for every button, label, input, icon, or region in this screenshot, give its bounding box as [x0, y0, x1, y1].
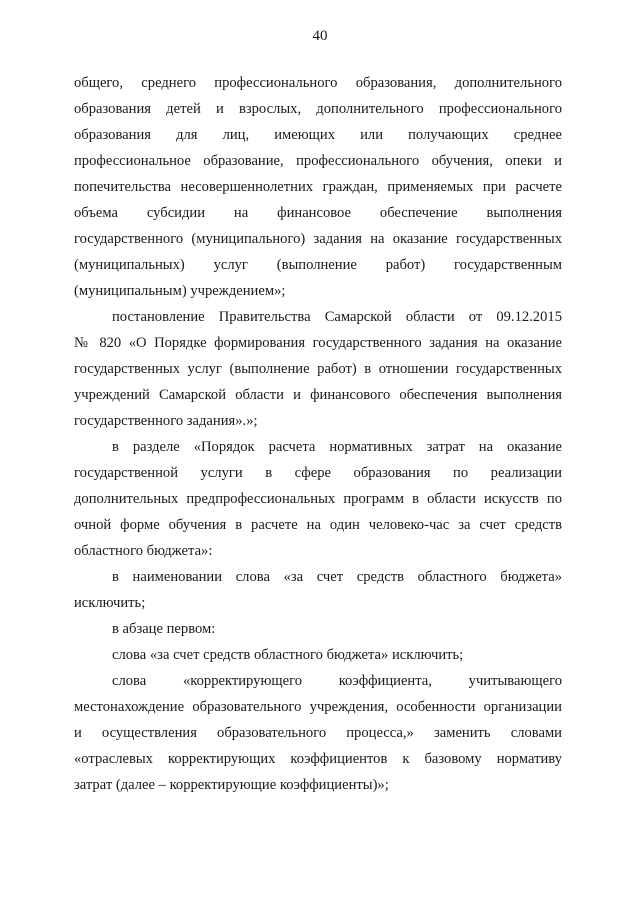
text-line: государственного задания».»;: [74, 413, 258, 429]
text-line: постановление Правительства Самарской области от 09.12.2015: [112, 309, 562, 325]
text-line: учреждений Самарской области и финансового обеспечения выполнения: [74, 387, 562, 403]
text-line: исключить;: [74, 595, 146, 611]
text-line: и осуществления образовательного процесса,» заменить словами: [74, 725, 562, 741]
text-line: очной форме обучения в расчете на один человеко-час за счет средств: [74, 517, 562, 533]
text-line: государственного (муниципального) задания на оказание государственных: [74, 231, 562, 247]
text-line: профессиональное образование, профессионального обучения, опеки и: [74, 153, 562, 169]
text-line: в наименовании слова «за счет средств областного бюджета»: [112, 569, 562, 585]
paragraph: [74, 304, 562, 434]
paragraph: [74, 668, 562, 798]
text-line: государственных услуг (выполнение работ) в отношении государственных: [74, 361, 562, 377]
text-line: слова «за счет средств областного бюджета» исключить;: [112, 647, 464, 663]
page-number: 40: [312, 28, 328, 44]
text-line: слова «корректирующего коэффициента, учитывающего: [112, 673, 562, 689]
text-line: областного бюджета»:: [74, 543, 213, 559]
text-line: «отраслевых корректирующих коэффициентов к базовому нормативу: [74, 751, 562, 767]
text-line: в разделе «Порядок расчета нормативных затрат на оказание: [112, 439, 562, 455]
text-line: местонахождение образовательного учреждения, особенности организации: [74, 699, 562, 715]
paragraph: [74, 434, 562, 564]
text-line: (муниципальных) услуг (выполнение работ) государственным: [74, 257, 562, 273]
text-line: государственной услуги в сфере образования по реализации: [74, 465, 562, 481]
text-line: (муниципальным) учреждением»;: [74, 283, 286, 299]
text-line: № 820 «О Порядке формирования государственного задания на оказание: [74, 335, 562, 351]
paragraph: [74, 616, 562, 642]
text-line: объема субсидии на финансовое обеспечение выполнения: [74, 205, 562, 221]
text-line: образования для лиц, имеющих или получающих среднее: [74, 127, 562, 143]
text-line: затрат (далее – корректирующие коэффициенты)»;: [74, 777, 389, 793]
paragraph: [74, 564, 562, 616]
document-body: [74, 70, 562, 798]
text-line: дополнительных предпрофессиональных программ в области искусств по: [74, 491, 562, 507]
paragraph: [74, 642, 562, 668]
text-line: общего, среднего профессионального образования, дополнительного: [74, 75, 562, 91]
text-line: образования детей и взрослых, дополнительного профессионального: [74, 101, 562, 117]
paragraph: [74, 70, 562, 304]
text-line: в абзаце первом:: [112, 621, 216, 637]
text-line: попечительства несовершеннолетних граждан, применяемых при расчете: [74, 179, 562, 195]
